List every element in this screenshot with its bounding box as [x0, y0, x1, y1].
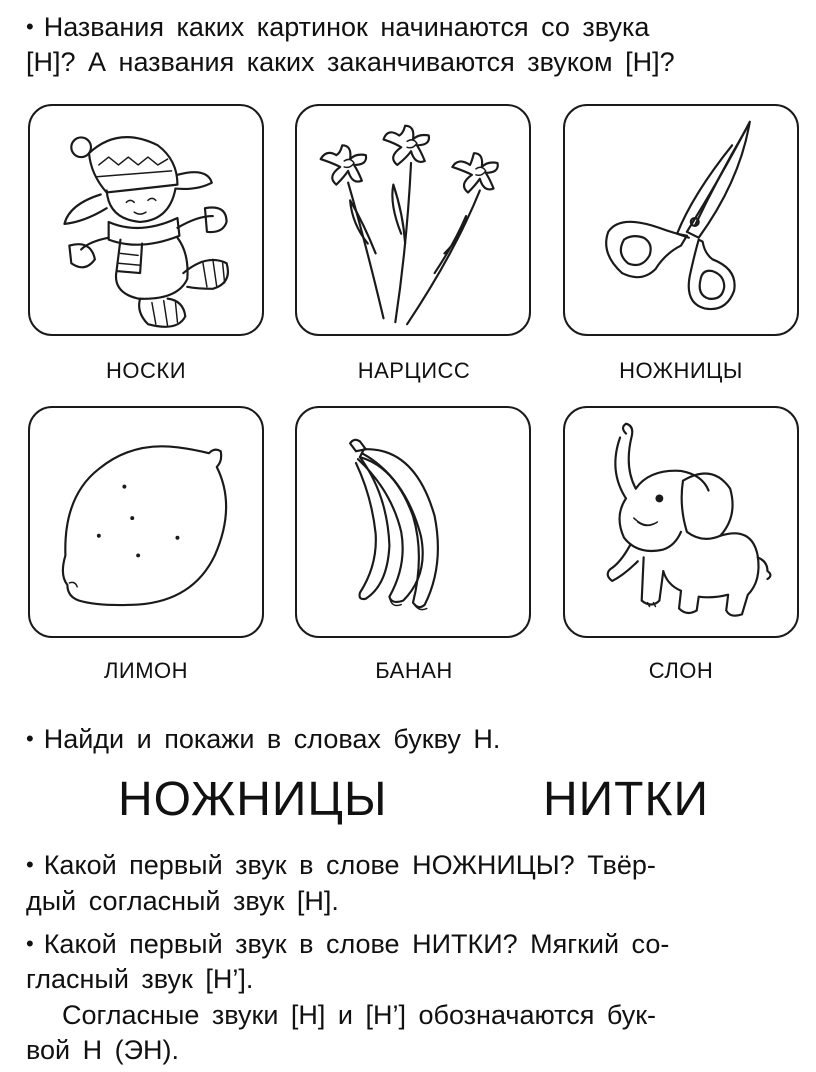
bullet: •	[26, 726, 34, 751]
intro-question	[26, 10, 802, 46]
big-word-nozhnitsy: НОЖНИЦЫ	[118, 773, 388, 826]
picture-label-socks: НОСКИ	[105, 358, 186, 383]
daffodil-icon	[297, 106, 529, 334]
task-find-letter-text: Найди и покажи в словах букву Н.	[43, 724, 501, 754]
picture-card-banana	[295, 406, 531, 638]
task-find-letter	[26, 722, 802, 758]
question-first-sound-nozhnitsy-cont	[26, 884, 802, 919]
lemon-icon	[30, 408, 262, 636]
question-nozhnitsy-line2: дый согласный звук [Н].	[26, 886, 339, 916]
scissors-icon	[565, 106, 797, 334]
picture-card-daffodil	[295, 104, 531, 336]
intro-question-cont	[26, 45, 802, 80]
question-first-sound-nitki	[26, 927, 802, 963]
picture-card-lemon	[28, 406, 264, 638]
rule-line2: вой Н (ЭН).	[26, 1035, 180, 1065]
bullet: •	[26, 14, 34, 39]
bullet: •	[26, 852, 34, 877]
picture-label-daffodil: НАРЦИСС	[357, 358, 471, 383]
banana-icon	[297, 408, 529, 636]
question-nozhnitsy-line1: Какой первый звук в слове НОЖНИЦЫ? Твёр-	[43, 850, 656, 880]
picture-label-banana: БАНАН	[375, 658, 453, 683]
bullet: •	[26, 931, 34, 956]
big-word-nitki: НИТКИ	[543, 773, 709, 826]
picture-card-scissors	[563, 104, 799, 336]
rule-paragraph	[26, 998, 802, 1033]
question-first-sound-nitki-cont	[26, 962, 802, 997]
picture-card-elephant	[563, 406, 799, 638]
picture-label-lemon: ЛИМОН	[103, 658, 189, 683]
intro-question-line2: [Н]? А названия каких заканчиваются звуком [Н]?	[26, 47, 675, 77]
intro-question-line1: Названия каких картинок начинаются со звука	[43, 12, 650, 42]
question-nitki-line1: Какой первый звук в слове НИТКИ? Мягкий со-	[43, 929, 670, 959]
picture-label-scissors: НОЖНИЦЫ	[619, 358, 743, 383]
elephant-icon	[565, 408, 797, 636]
question-nitki-line2: гласный звук [Н’].	[26, 964, 254, 994]
picture-card-socks	[28, 104, 264, 336]
picture-label-elephant: СЛОН	[648, 658, 714, 683]
question-first-sound-nozhnitsy	[26, 848, 802, 884]
rule-line1: Согласные звуки [Н] и [Н’] обозначаются бук-	[62, 1000, 656, 1030]
rule-paragraph-cont	[26, 1033, 802, 1068]
bunny-in-socks-icon	[30, 106, 262, 334]
